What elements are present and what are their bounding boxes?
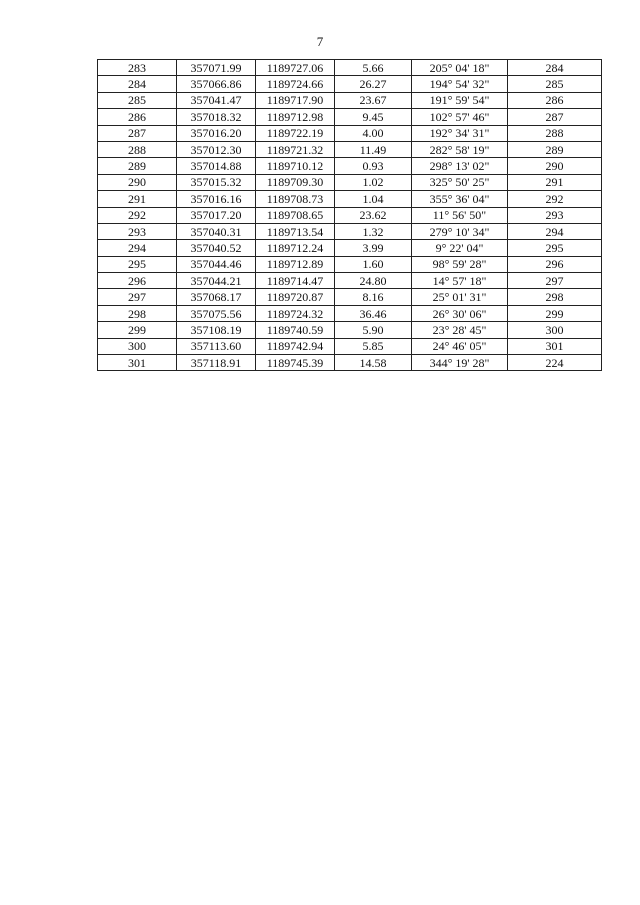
cell-direction-angle: 24° 46' 05" (412, 338, 508, 354)
cell-y-coordinate: 1189724.32 (256, 305, 335, 321)
cell-length: 1.04 (335, 191, 412, 207)
table-row (98, 141, 602, 157)
cell-y-coordinate: 1189717.90 (256, 92, 335, 108)
cell-point-to: 297 (508, 273, 602, 289)
cell-length: 36.46 (335, 305, 412, 321)
cell-direction-angle: 11° 56' 50" (412, 207, 508, 223)
cell-point-from: 298 (98, 305, 177, 321)
cell-point-from: 290 (98, 174, 177, 190)
cell-direction-angle: 26° 30' 06" (412, 305, 508, 321)
table-row (98, 256, 602, 272)
cell-point-from: 294 (98, 240, 177, 256)
cell-length: 4.00 (335, 125, 412, 141)
cell-direction-angle: 279° 10' 34" (412, 223, 508, 239)
cell-x-coordinate: 357071.99 (177, 60, 256, 76)
cell-direction-angle: 25° 01' 31" (412, 289, 508, 305)
cell-y-coordinate: 1189721.32 (256, 141, 335, 157)
cell-x-coordinate: 357040.52 (177, 240, 256, 256)
cell-length: 5.66 (335, 60, 412, 76)
cell-point-from: 284 (98, 76, 177, 92)
cell-y-coordinate: 1189722.19 (256, 125, 335, 141)
cell-point-from: 288 (98, 141, 177, 157)
cell-x-coordinate: 357118.91 (177, 355, 256, 371)
cell-length: 8.16 (335, 289, 412, 305)
cell-y-coordinate: 1189720.87 (256, 289, 335, 305)
cell-direction-angle: 9° 22' 04" (412, 240, 508, 256)
cell-point-to: 292 (508, 191, 602, 207)
cell-point-to: 285 (508, 76, 602, 92)
cell-point-to: 295 (508, 240, 602, 256)
cell-direction-angle: 14° 57' 18" (412, 273, 508, 289)
cell-length: 1.32 (335, 223, 412, 239)
cell-direction-angle: 355° 36' 04" (412, 191, 508, 207)
cell-x-coordinate: 357044.21 (177, 273, 256, 289)
cell-length: 5.85 (335, 338, 412, 354)
page-number: 7 (316, 34, 324, 49)
cell-x-coordinate: 357040.31 (177, 223, 256, 239)
cell-direction-angle: 192° 34' 31" (412, 125, 508, 141)
cell-y-coordinate: 1189724.66 (256, 76, 335, 92)
cell-x-coordinate: 357016.16 (177, 191, 256, 207)
cell-x-coordinate: 357014.88 (177, 158, 256, 174)
cell-y-coordinate: 1189740.59 (256, 322, 335, 338)
cell-y-coordinate: 1189745.39 (256, 355, 335, 371)
table-row (98, 223, 602, 239)
table-row (98, 240, 602, 256)
table-row (98, 289, 602, 305)
cell-direction-angle: 191° 59' 54" (412, 92, 508, 108)
cell-y-coordinate: 1189714.47 (256, 273, 335, 289)
cell-point-from: 291 (98, 191, 177, 207)
cell-point-to: 301 (508, 338, 602, 354)
cell-point-to: 284 (508, 60, 602, 76)
cell-x-coordinate: 357068.17 (177, 289, 256, 305)
cell-point-to: 288 (508, 125, 602, 141)
cell-x-coordinate: 357066.86 (177, 76, 256, 92)
cell-point-to: 300 (508, 322, 602, 338)
cell-length: 11.49 (335, 141, 412, 157)
cell-y-coordinate: 1189708.65 (256, 207, 335, 223)
cell-x-coordinate: 357017.20 (177, 207, 256, 223)
cell-point-from: 300 (98, 338, 177, 354)
cell-point-from: 293 (98, 223, 177, 239)
cell-length: 9.45 (335, 109, 412, 125)
cell-x-coordinate: 357044.46 (177, 256, 256, 272)
cell-point-to: 224 (508, 355, 602, 371)
cell-length: 1.60 (335, 256, 412, 272)
cell-y-coordinate: 1189742.94 (256, 338, 335, 354)
cell-point-to: 299 (508, 305, 602, 321)
table-row (98, 305, 602, 321)
cell-x-coordinate: 357012.30 (177, 141, 256, 157)
cell-point-to: 294 (508, 223, 602, 239)
cell-point-from: 301 (98, 355, 177, 371)
table-body (98, 60, 602, 371)
table-row (98, 207, 602, 223)
cell-direction-angle: 282° 58' 19" (412, 141, 508, 157)
cell-point-from: 297 (98, 289, 177, 305)
cell-point-from: 296 (98, 273, 177, 289)
cell-point-to: 298 (508, 289, 602, 305)
cell-direction-angle: 194° 54' 32" (412, 76, 508, 92)
cell-x-coordinate: 357113.60 (177, 338, 256, 354)
cell-point-to: 289 (508, 141, 602, 157)
cell-length: 0.93 (335, 158, 412, 174)
cell-point-from: 285 (98, 92, 177, 108)
cell-point-from: 287 (98, 125, 177, 141)
cell-y-coordinate: 1189708.73 (256, 191, 335, 207)
table-row (98, 338, 602, 354)
cell-y-coordinate: 1189713.54 (256, 223, 335, 239)
cell-y-coordinate: 1189712.98 (256, 109, 335, 125)
table-row (98, 191, 602, 207)
cell-length: 26.27 (335, 76, 412, 92)
cell-point-from: 292 (98, 207, 177, 223)
cell-direction-angle: 344° 19' 28" (412, 355, 508, 371)
cell-x-coordinate: 357018.32 (177, 109, 256, 125)
cell-point-to: 286 (508, 92, 602, 108)
table-row (98, 355, 602, 371)
cell-direction-angle: 102° 57' 46" (412, 109, 508, 125)
cell-point-to: 291 (508, 174, 602, 190)
cell-x-coordinate: 357075.56 (177, 305, 256, 321)
cell-length: 23.62 (335, 207, 412, 223)
cell-x-coordinate: 357041.47 (177, 92, 256, 108)
cell-point-to: 293 (508, 207, 602, 223)
table-row (98, 322, 602, 338)
cell-point-from: 289 (98, 158, 177, 174)
table-row (98, 174, 602, 190)
table-row (98, 109, 602, 125)
cell-direction-angle: 298° 13' 02" (412, 158, 508, 174)
table-row (98, 125, 602, 141)
table-row (98, 92, 602, 108)
table-row (98, 60, 602, 76)
table-row (98, 273, 602, 289)
cell-y-coordinate: 1189709.30 (256, 174, 335, 190)
cell-y-coordinate: 1189727.06 (256, 60, 335, 76)
cell-length: 5.90 (335, 322, 412, 338)
cell-x-coordinate: 357015.32 (177, 174, 256, 190)
table-row (98, 76, 602, 92)
cell-point-to: 290 (508, 158, 602, 174)
coordinates-table (97, 59, 602, 371)
cell-point-to: 287 (508, 109, 602, 125)
cell-direction-angle: 325° 50' 25" (412, 174, 508, 190)
cell-point-from: 295 (98, 256, 177, 272)
cell-y-coordinate: 1189712.24 (256, 240, 335, 256)
cell-x-coordinate: 357108.19 (177, 322, 256, 338)
cell-x-coordinate: 357016.20 (177, 125, 256, 141)
cell-length: 23.67 (335, 92, 412, 108)
cell-length: 1.02 (335, 174, 412, 190)
cell-point-to: 296 (508, 256, 602, 272)
cell-length: 24.80 (335, 273, 412, 289)
cell-length: 14.58 (335, 355, 412, 371)
cell-y-coordinate: 1189712.89 (256, 256, 335, 272)
cell-y-coordinate: 1189710.12 (256, 158, 335, 174)
cell-length: 3.99 (335, 240, 412, 256)
cell-point-from: 286 (98, 109, 177, 125)
cell-direction-angle: 23° 28' 45" (412, 322, 508, 338)
cell-point-from: 299 (98, 322, 177, 338)
cell-direction-angle: 205° 04' 18" (412, 60, 508, 76)
cell-direction-angle: 98° 59' 28" (412, 256, 508, 272)
cell-point-from: 283 (98, 60, 177, 76)
table-row (98, 158, 602, 174)
